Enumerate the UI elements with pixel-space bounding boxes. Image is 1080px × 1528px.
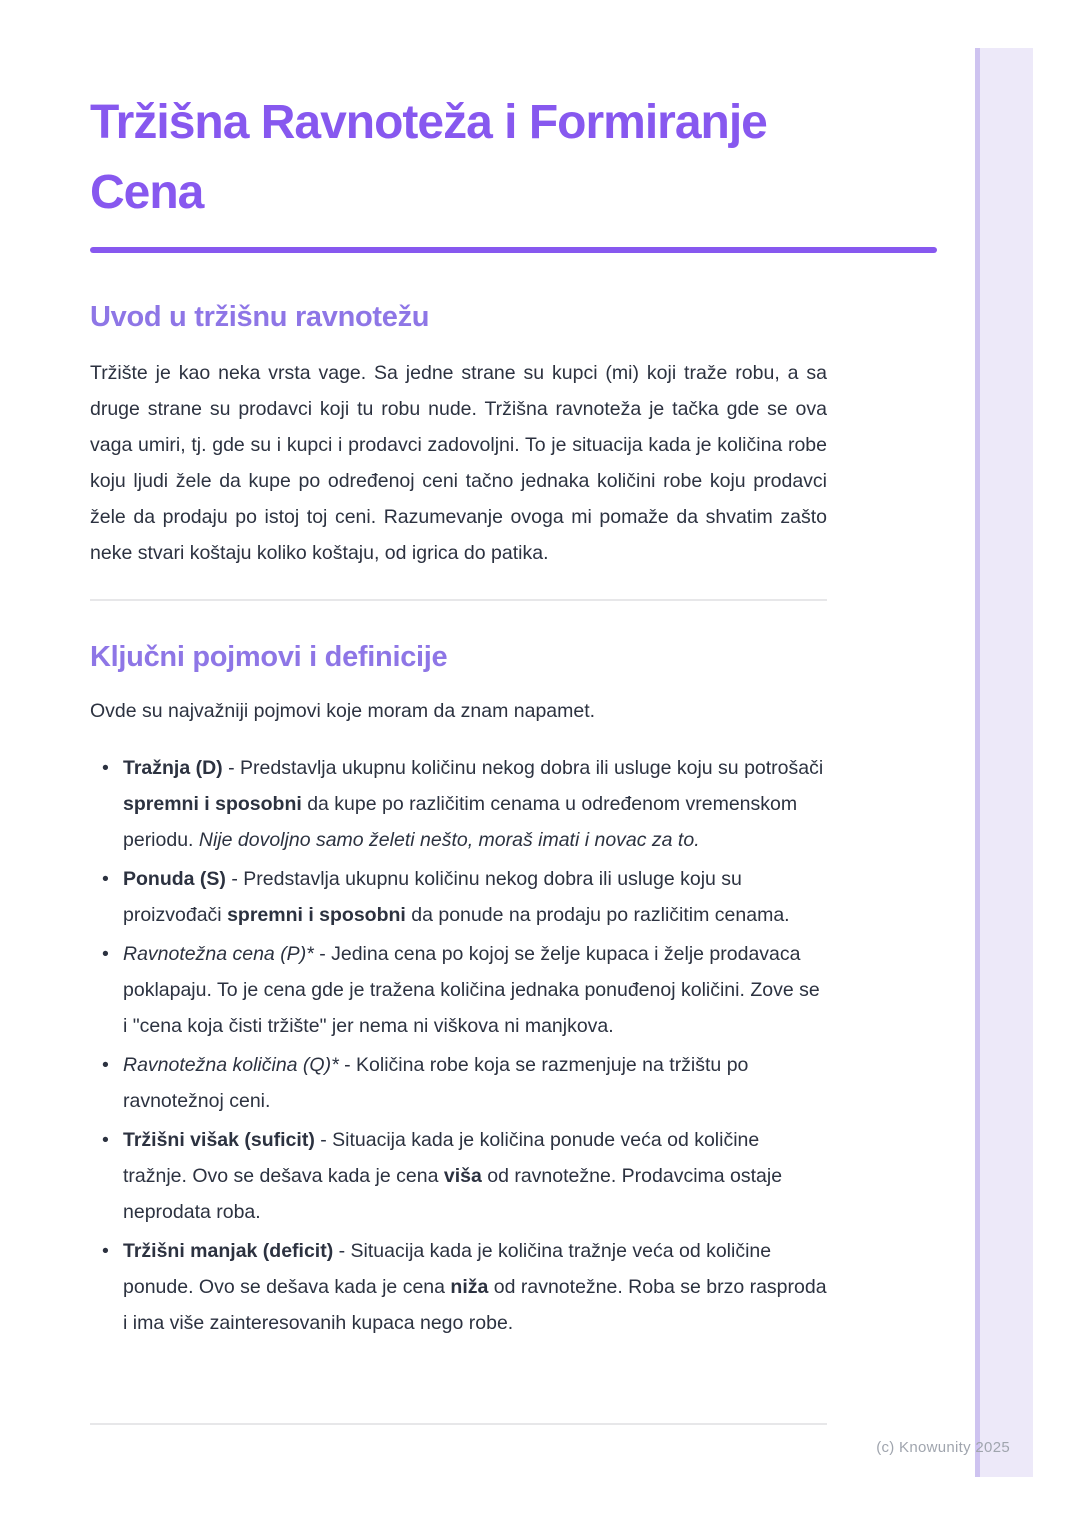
list-item-segment: - Situacija kada je količina ponude veća od količine tražnje. Ovo se dešava kada je cena [123,1129,760,1187]
section-divider [90,599,827,601]
copyright-footer: (c) Knowunity 2025 [876,1439,1010,1456]
list-item [90,936,827,1044]
list-item [90,750,827,858]
list-item-segment: da kupe po različitim cenama u određenom vremenskom periodu. [123,793,798,851]
list-item-segment: Ponuda (S) [123,868,226,890]
list-item-segment: - Situacija kada je količina tražnje veća od količine ponude. Ovo se dešava kada je cena [123,1240,772,1298]
list-item-segment: Tržišni manjak (deficit) [123,1240,334,1262]
section-heading-key-terms: Ključni pojmovi i definicije [90,641,448,673]
list-item-segment: od ravnotežne. Prodavcima ostaje neprodata roba. [123,1165,783,1223]
list-item-segment: - Količina robe koja se razmenjuje na tržištu po ravnotežnoj ceni. [123,1054,749,1112]
list-item [90,1233,827,1341]
list-item-segment: spremni i sposobni [123,793,302,815]
page-title [90,88,970,228]
list-item-segment: niža [450,1276,489,1298]
list-item-segment: spremni i sposobni [227,904,406,926]
list-item-segment: Tražnja (D) [123,757,223,779]
footer-divider [90,1423,827,1425]
title-underline-rule [90,247,937,253]
list-item [90,861,827,933]
list-item [90,1122,827,1230]
list-item-segment: Ravnotežna količina (Q)* [123,1054,339,1076]
decorative-side-band [975,48,1033,1477]
page-title-line-2: Cena [90,166,204,219]
list-item-segment: viša [443,1165,482,1187]
section-heading-intro: Uvod u tržišnu ravnotežu [90,301,430,333]
list-item-segment: Nije dovoljno samo želeti nešto, moraš imati i novac za to. [198,829,700,851]
list-item [90,1047,827,1119]
list-item-segment: Tržišni višak (suficit) [123,1129,315,1151]
page-title-line-1: Tržišna Ravnoteža i Formiranje [90,96,767,149]
list-item-segment: Ravnotežna cena (P)* [123,943,314,965]
list-item-segment: - Predstavlja ukupnu količinu nekog dobra ili usluge koju su proizvođači [123,868,742,926]
intro-paragraph: Tržište je kao neka vrsta vage. Sa jedne strane su kupci (mi) koji traže robu, a sa druge strane su prodavci koji tu robu nude. Tržišna ravnoteža je tačka gde se ova vaga umiri, tj. gde su i kupci i prodavci zadovoljni. To je situacija kada je količina robe koju ljudi žele da kupe po određenoj ceni tačno jednaka količini robe koju prodavci žele da prodaju po istoj toj ceni. Razumevanje ovoga mi pomaže da shvatim zašto neke stvari koštaju koliko koštaju, od igrica do patika. [90,362,827,564]
list-item-segment: od ravnotežne. Roba se brzo rasproda i ima više zainteresovanih kupaca nego robe. [123,1276,827,1334]
list-item-segment: da ponude na prodaju po različitim cenama. [405,904,790,926]
list-item-segment: - Predstavlja ukupnu količinu nekog dobra ili usluge koju su potrošači [222,757,824,779]
key-terms-intro: Ovde su najvažniji pojmovi koje moram da znam napamet. [90,700,596,722]
key-terms-list [90,750,827,1344]
list-item-segment: - Jedina cena po kojoj se želje kupaca i želje prodavaca poklapaju. To je cena gde je tražena količina jednaka ponuđenoj količini. Zove se i "cena koja čisti tržište" jer nema ni viškova ni manjkova. [123,943,820,1037]
